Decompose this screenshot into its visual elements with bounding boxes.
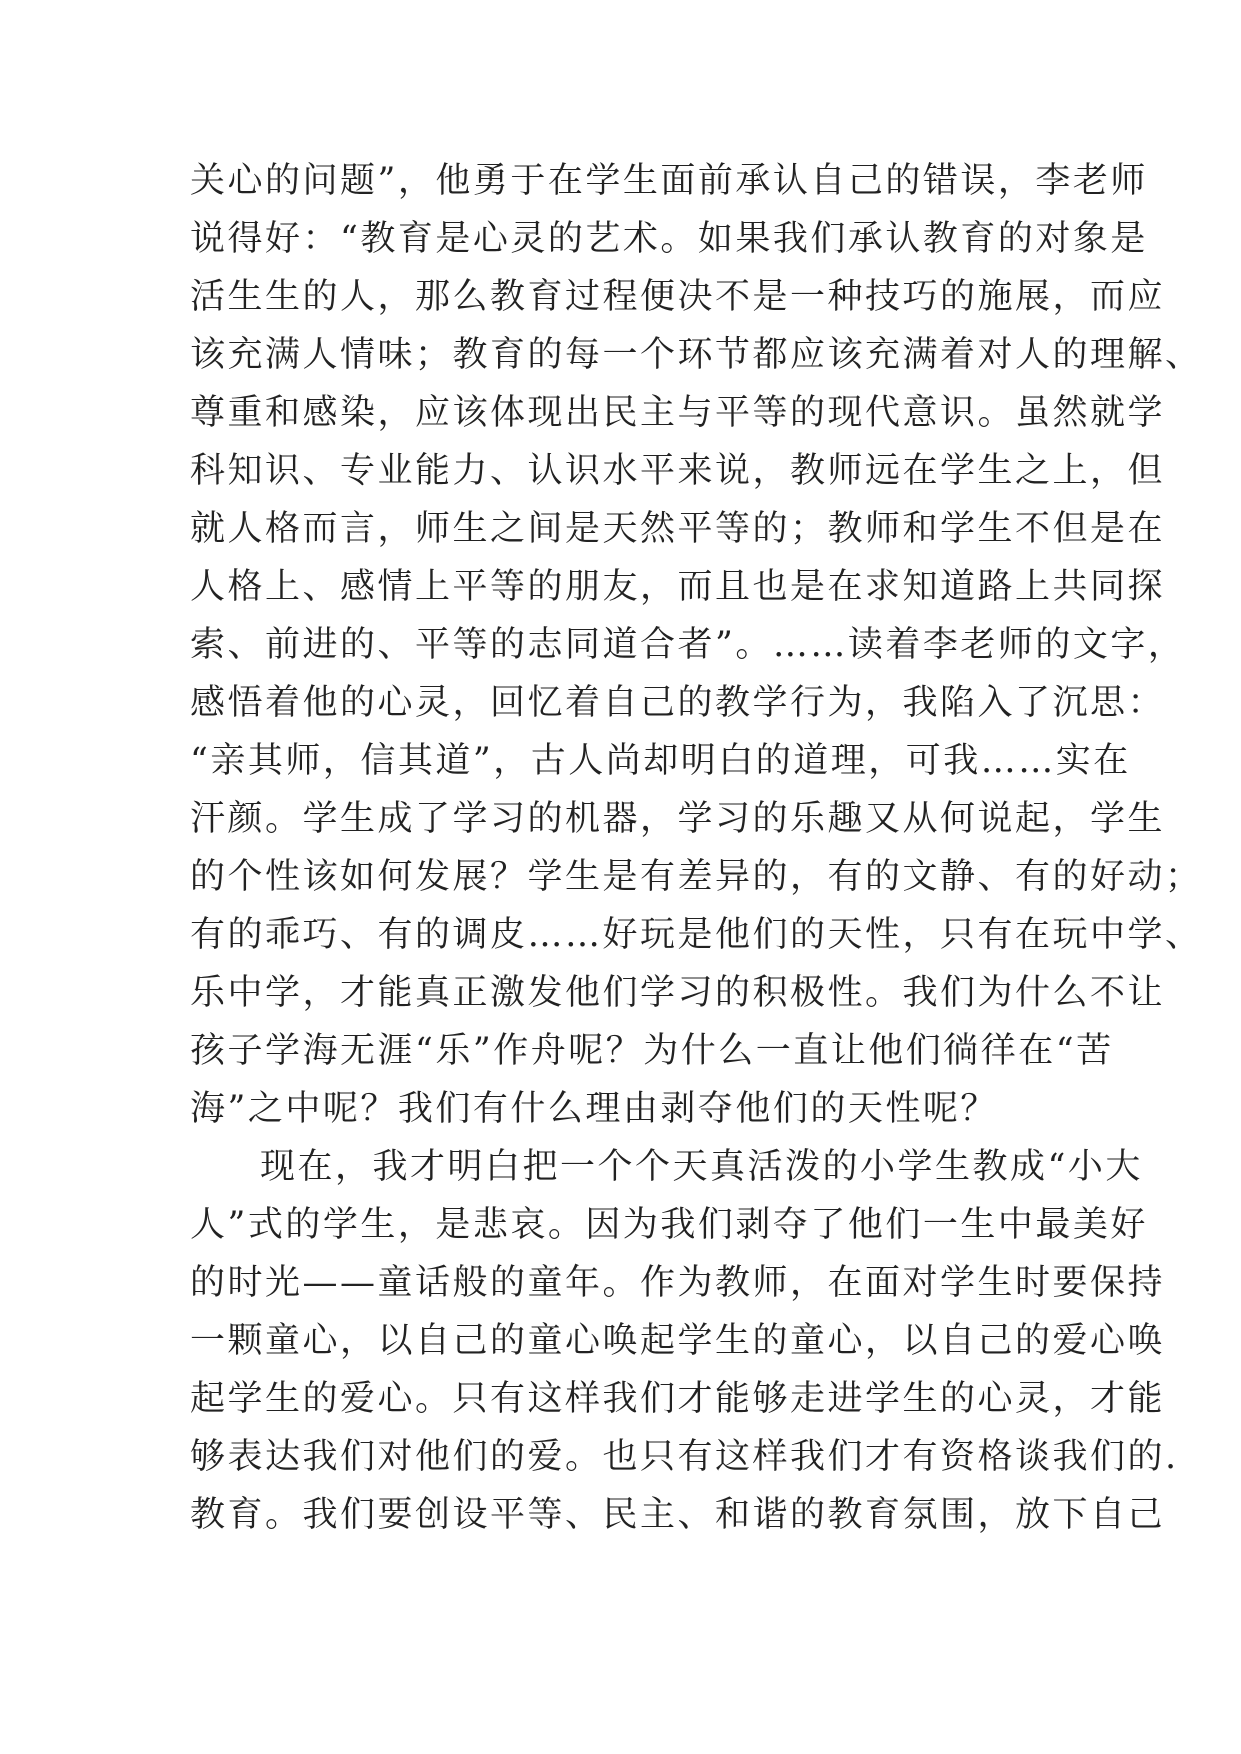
text-line: 教育。我们要创设平等、民主、和谐的教育氛围，放下自己 bbox=[190, 1495, 1166, 1535]
text-line: 该充满人情味；教育的每一个环节都应该充满着对人的理解、 bbox=[190, 335, 1203, 375]
text-line: 科知识、专业能力、认识水平来说，教师远在学生之上，但 bbox=[190, 451, 1166, 491]
text-line: 人”式的学生，是悲哀。因为我们剥夺了他们一生中最美好 bbox=[190, 1205, 1148, 1245]
text-line: 活生生的人，那么教育过程便决不是一种技巧的施展，而应 bbox=[190, 277, 1166, 317]
text-line: 起学生的爱心。只有这样我们才能够走进学生的心灵，才能 bbox=[190, 1379, 1166, 1419]
text-line: 就人格而言，师生之间是天然平等的；教师和学生不但是在 bbox=[190, 509, 1166, 549]
text-line: 的时光——童话般的童年。作为教师，在面对学生时要保持 bbox=[190, 1263, 1166, 1303]
text-line: 尊重和感染，应该体现出民主与平等的现代意识。虽然就学 bbox=[190, 393, 1166, 433]
text-line: 索、前进的、平等的志同道合者”。……读着李老师的文字， bbox=[190, 625, 1186, 665]
text-line: 人格上、感情上平等的朋友，而且也是在求知道路上共同探 bbox=[190, 567, 1166, 607]
text-line: 的个性该如何发展？学生是有差异的，有的文静、有的好动； bbox=[190, 857, 1203, 897]
text-line: 孩子学海无涯“乐”作舟呢？为什么一直让他们徜徉在“苦 bbox=[190, 1031, 1114, 1071]
text-line: 说得好：“教育是心灵的艺术。如果我们承认教育的对象是 bbox=[190, 219, 1148, 259]
text-line: 海”之中呢？我们有什么理由剥夺他们的天性呢？ bbox=[190, 1089, 998, 1129]
text-line: 关心的问题”，他勇于在学生面前承认自己的错误，李老师 bbox=[190, 161, 1148, 201]
text-line: 有的乖巧、有的调皮……好玩是他们的天性，只有在玩中学、 bbox=[190, 915, 1203, 955]
text-line: 感悟着他的心灵，回忆着自己的教学行为，我陷入了沉思： bbox=[190, 683, 1166, 723]
body-text bbox=[190, 152, 1203, 1544]
text-line: “亲其师，信其道”，古人尚却明白的道理，可我……实在 bbox=[190, 741, 1131, 781]
text-line: 乐中学，才能真正激发他们学习的积极性。我们为什么不让 bbox=[190, 973, 1166, 1013]
text-line: 汗颜。学生成了学习的机器，学习的乐趣又从何说起，学生 bbox=[190, 799, 1166, 839]
paragraph-start-line: 现在，我才明白把一个个天真活泼的小学生教成“小大 bbox=[260, 1147, 1143, 1187]
text-line: 够表达我们对他们的爱。也只有这样我们才有资格谈我们的. bbox=[190, 1437, 1179, 1477]
text-line: 一颗童心，以自己的童心唤起学生的童心，以自己的爱心唤 bbox=[190, 1321, 1166, 1361]
